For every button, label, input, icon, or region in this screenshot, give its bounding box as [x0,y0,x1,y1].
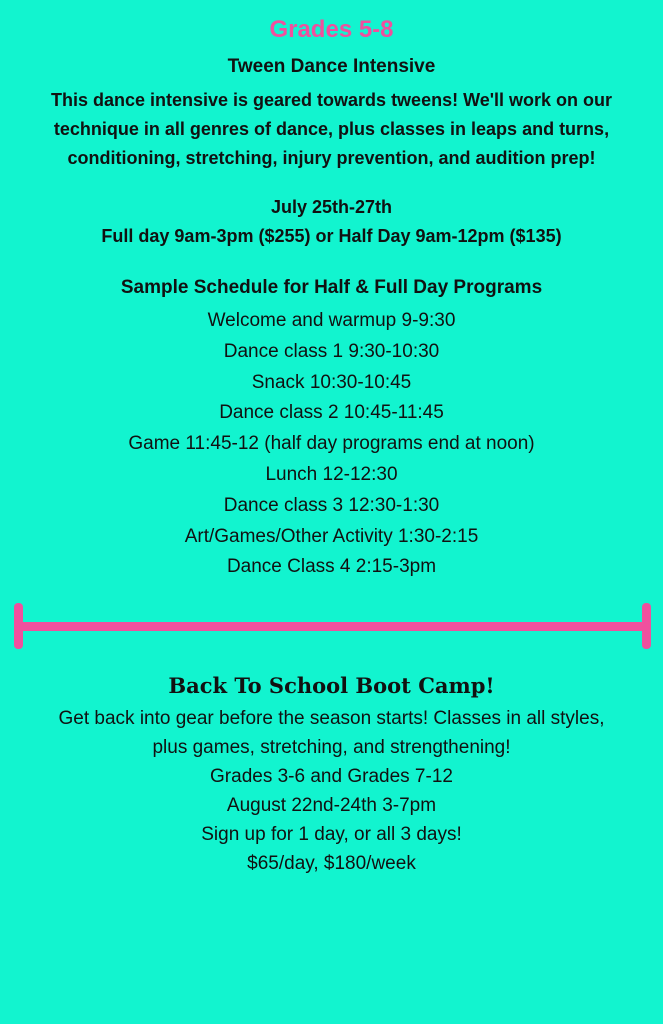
schedule-item: Snack 10:30-10:45 [251,371,412,393]
boot-camp-details [0,704,663,878]
section-divider [14,603,651,649]
tween-intensive-description: This dance intensive is geared towards tweens! We'll work on our technique in all genres of dance, plus classes in leaps and turns, conditioning, stretching, injury prevention, and audition prep! [50,90,613,168]
schedule-item: Art/Games/Other Activity 1:30-2:15 [184,525,479,547]
boot-camp-line: Sign up for 1 day, or all 3 days! [201,824,462,845]
schedule-item: Welcome and warmup 9-9:30 [207,310,456,331]
boot-camp-line: $65/day, $180/week [247,853,416,874]
schedule-item: Dance class 2 10:45-11:45 [219,402,444,424]
grades-heading: Grades 5-8 [269,16,394,43]
schedule-item: Game 11:45-12 (half day programs end at noon) [128,433,535,455]
schedule-heading: Sample Schedule for Half & Full Day Programs [120,277,543,298]
divider-right-cap [642,603,651,649]
boot-camp-title: Back To School Boot Camp! [168,673,495,698]
schedule-item: Dance class 1 9:30-10:30 [223,340,440,362]
boot-camp-line: Get back into gear before the season starts! Classes in all styles, [58,708,605,729]
tween-intensive-dates: July 25th-27th [270,197,393,217]
schedule-item: Dance class 3 12:30-1:30 [223,494,440,516]
boot-camp-line: Grades 3-6 and Grades 7-12 [210,766,453,787]
boot-camp-line: plus games, stretching, and strengthening! [152,737,511,758]
tween-intensive-pricing: Full day 9am-3pm ($255) or Half Day 9am-12pm ($135) [101,226,562,246]
schedule-item: Dance Class 4 2:15-3pm [226,556,437,578]
boot-camp-line: August 22nd-24th 3-7pm [226,795,437,816]
schedule-list [0,306,663,583]
divider-bar [18,622,647,631]
schedule-item: Lunch 12-12:30 [265,463,398,485]
tween-intensive-title: Tween Dance Intensive [227,56,436,77]
